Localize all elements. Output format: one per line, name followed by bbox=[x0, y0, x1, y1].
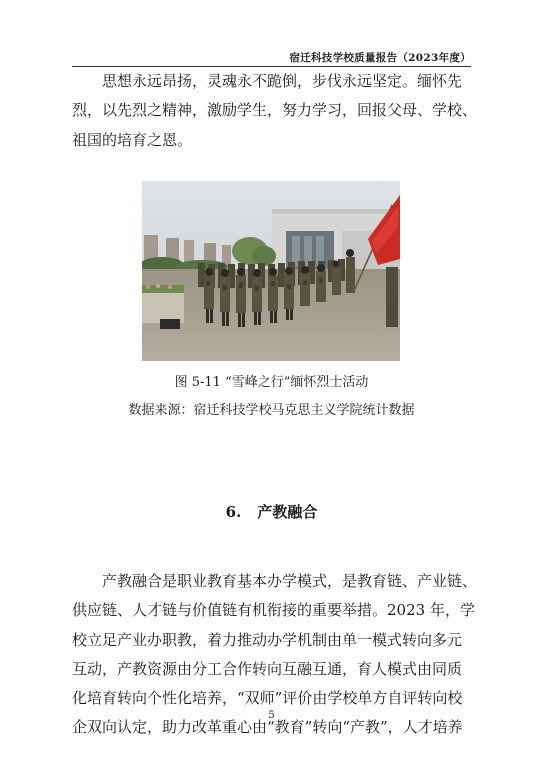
page-number: 5 bbox=[268, 710, 275, 721]
text-line: 烈，以先烈之精神，激励学生，努力学习，回报父母、学校、 bbox=[72, 101, 478, 120]
figure-source: 数据来源：宿迁科技学校马克思主义学院统计数据 bbox=[128, 403, 415, 418]
figure-caption: 图 5-11 “雪峰之行”缅怀烈士活动 bbox=[174, 375, 369, 390]
text-line: 产教融合是职业教育基本办学模式，是教育链、产业链、 bbox=[102, 572, 478, 590]
text-line: 祖国的培育之恩。 bbox=[72, 130, 193, 149]
text-line: 企双向认定，助力改革重心由“教育”转向“产教”，人才培养 bbox=[72, 718, 463, 737]
paragraph-memorial bbox=[72, 67, 478, 155]
text-line: 化培育转向个性化培养，“双师”评价由学校单方自评转向校 bbox=[72, 689, 463, 708]
text-line: 供应链、人才链与价值链有机衔接的重要举措。2023 年，学 bbox=[72, 601, 475, 620]
text-line: 思想永远昂扬，灵魂永不跪倒，步伐永远坚定。缅怀先 bbox=[102, 72, 463, 90]
memorial-activity-photo bbox=[142, 181, 400, 361]
section-title: 产教融合 bbox=[257, 503, 318, 521]
section-heading bbox=[0, 501, 543, 522]
text-line: 互动，产教资源由分工合作转向互融互通，育人模式由同质 bbox=[72, 659, 463, 678]
page-header: 宿迁科技学校质量报告（2023年度） bbox=[289, 52, 471, 64]
section-number: 6. bbox=[225, 503, 242, 521]
text-line: 校立足产业办职教，着力推动办学机制由单一模式转向多元 bbox=[72, 630, 463, 649]
photo-illustration bbox=[142, 181, 400, 361]
